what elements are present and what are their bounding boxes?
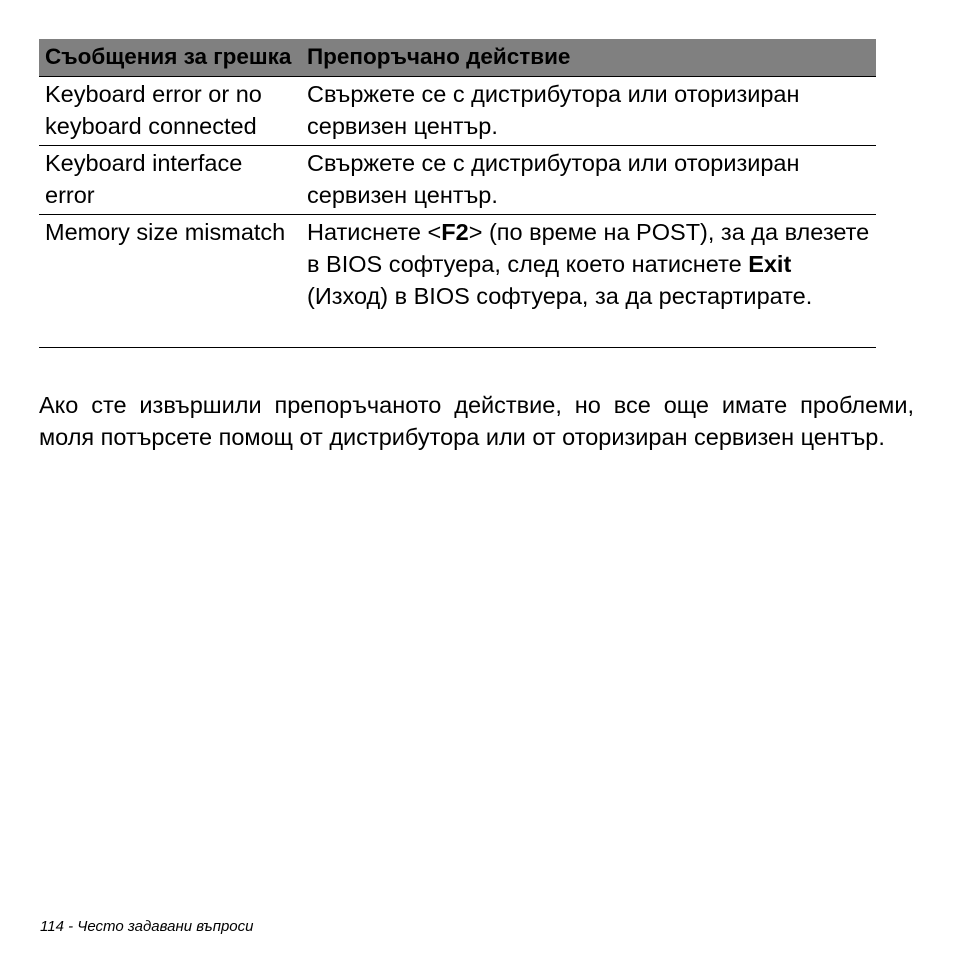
recommended-action-cell: Свържете се с дистрибутора или оторизиран сервизен център. <box>301 77 876 146</box>
table-row <box>39 77 876 146</box>
error-message-cell: Keyboard interface error <box>39 146 301 215</box>
help-note-paragraph: Ако сте извършили препоръчаното действие, но все още имате проблеми, моля потърсете помощ от дистрибутора или от оторизиран сервизен център. <box>39 392 914 450</box>
header-error-message: Съобщения за грешка <box>39 39 301 77</box>
table-header-row <box>39 39 876 77</box>
action-text: Натиснете < <box>307 219 442 245</box>
recommended-action-cell <box>301 215 876 348</box>
recommended-action-cell: Свържете се с дистрибутора или оторизиран сервизен център. <box>301 146 876 215</box>
action-text: > (по време на POST), за да влезете в BIOS софтуера, след което натиснете <box>307 219 870 277</box>
table-row <box>39 146 876 215</box>
table-row <box>39 215 876 348</box>
exit-label: Exit <box>748 251 792 277</box>
page-footer: 114 - Често задавани въпроси <box>40 918 254 935</box>
action-text: (Изход) в BIOS софтуера, за да рестартирате. <box>307 283 813 309</box>
error-message-cell: Memory size mismatch <box>39 215 301 348</box>
header-recommended-action: Препоръчано действие <box>301 39 876 77</box>
error-messages-table <box>39 39 876 348</box>
key-f2: F2 <box>441 219 469 245</box>
error-message-cell: Keyboard error or no keyboard connected <box>39 77 301 146</box>
